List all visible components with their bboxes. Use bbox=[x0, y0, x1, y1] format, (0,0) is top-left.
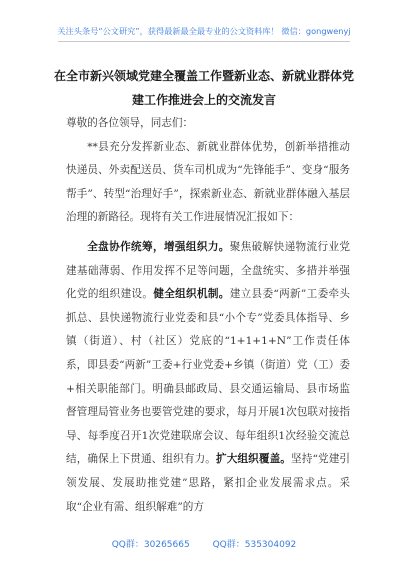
title-line-2: 建工作推进会上的交流发言 bbox=[131, 93, 276, 107]
footer-qq-group-2: QQ群：535304092 bbox=[212, 540, 297, 550]
footer bbox=[0, 537, 408, 550]
title-line-1: 在全市新兴领域党建全覆盖工作暨新业态、新就业群体党 bbox=[53, 69, 354, 83]
section-1-sub2-heading: 扩大组织覆盖。 bbox=[216, 453, 292, 466]
intro-paragraph: **县充分发挥新业态、新就业群体优势，创新举措推动快递员、外卖配送员、货车司机成为“先锋能手”、变身“服务帮手”、转型“治理好手”，探索新业态、新就业群体融入基层治理的新路径。现将有关工作进展情况汇报如下： bbox=[66, 140, 350, 224]
page-title bbox=[52, 64, 356, 112]
header-divider bbox=[58, 41, 350, 42]
document-body bbox=[66, 112, 350, 519]
section-1-text-c: 坚持“党建引领发展、发展助推党建”思路，紧扣企业发展需求点。采取“企业有需、组织解难”的方 bbox=[66, 453, 351, 513]
section-1-sub1-heading: 健全组织机制。 bbox=[153, 288, 230, 301]
section-1-text-a: 聚焦破解快递物流行业党建基础薄弱、作用发挥不足等问题，全盘统实、多措并举强化党的组织建设。 bbox=[66, 240, 351, 301]
section-1-paragraph bbox=[66, 236, 350, 519]
section-1-heading: 全盘协作统筹，增强组织力。 bbox=[87, 240, 230, 253]
section-1-text-b: 建立县委“两新”工委牵头抓总、县快递物流行业党委和县“小个专”党委具体指导、乡镇（街道）、村（社区）党底的“1+1+1+N”工作责任体系，即县委“两新”工委+行业党委+乡镇（街道）党（工）委+相关职能部门。明确县邮政局、县交通运输局、县市场监督管理局管业务也要管党建的要求，每月开展1次包联对接指导、每季度召开1次党建联席会议、每年组织1次经验交流总结，确保上下贯通、组织有力。 bbox=[66, 288, 351, 466]
salutation: 尊敬的各位领导，同志们： bbox=[66, 117, 194, 129]
footer-qq-group-1: QQ群：30265665 bbox=[111, 540, 190, 550]
header-promo-text: 关注头条号“公文研究”，获得最新最全最专业的公文资料库！ 微信：gongwenyj bbox=[57, 26, 351, 36]
